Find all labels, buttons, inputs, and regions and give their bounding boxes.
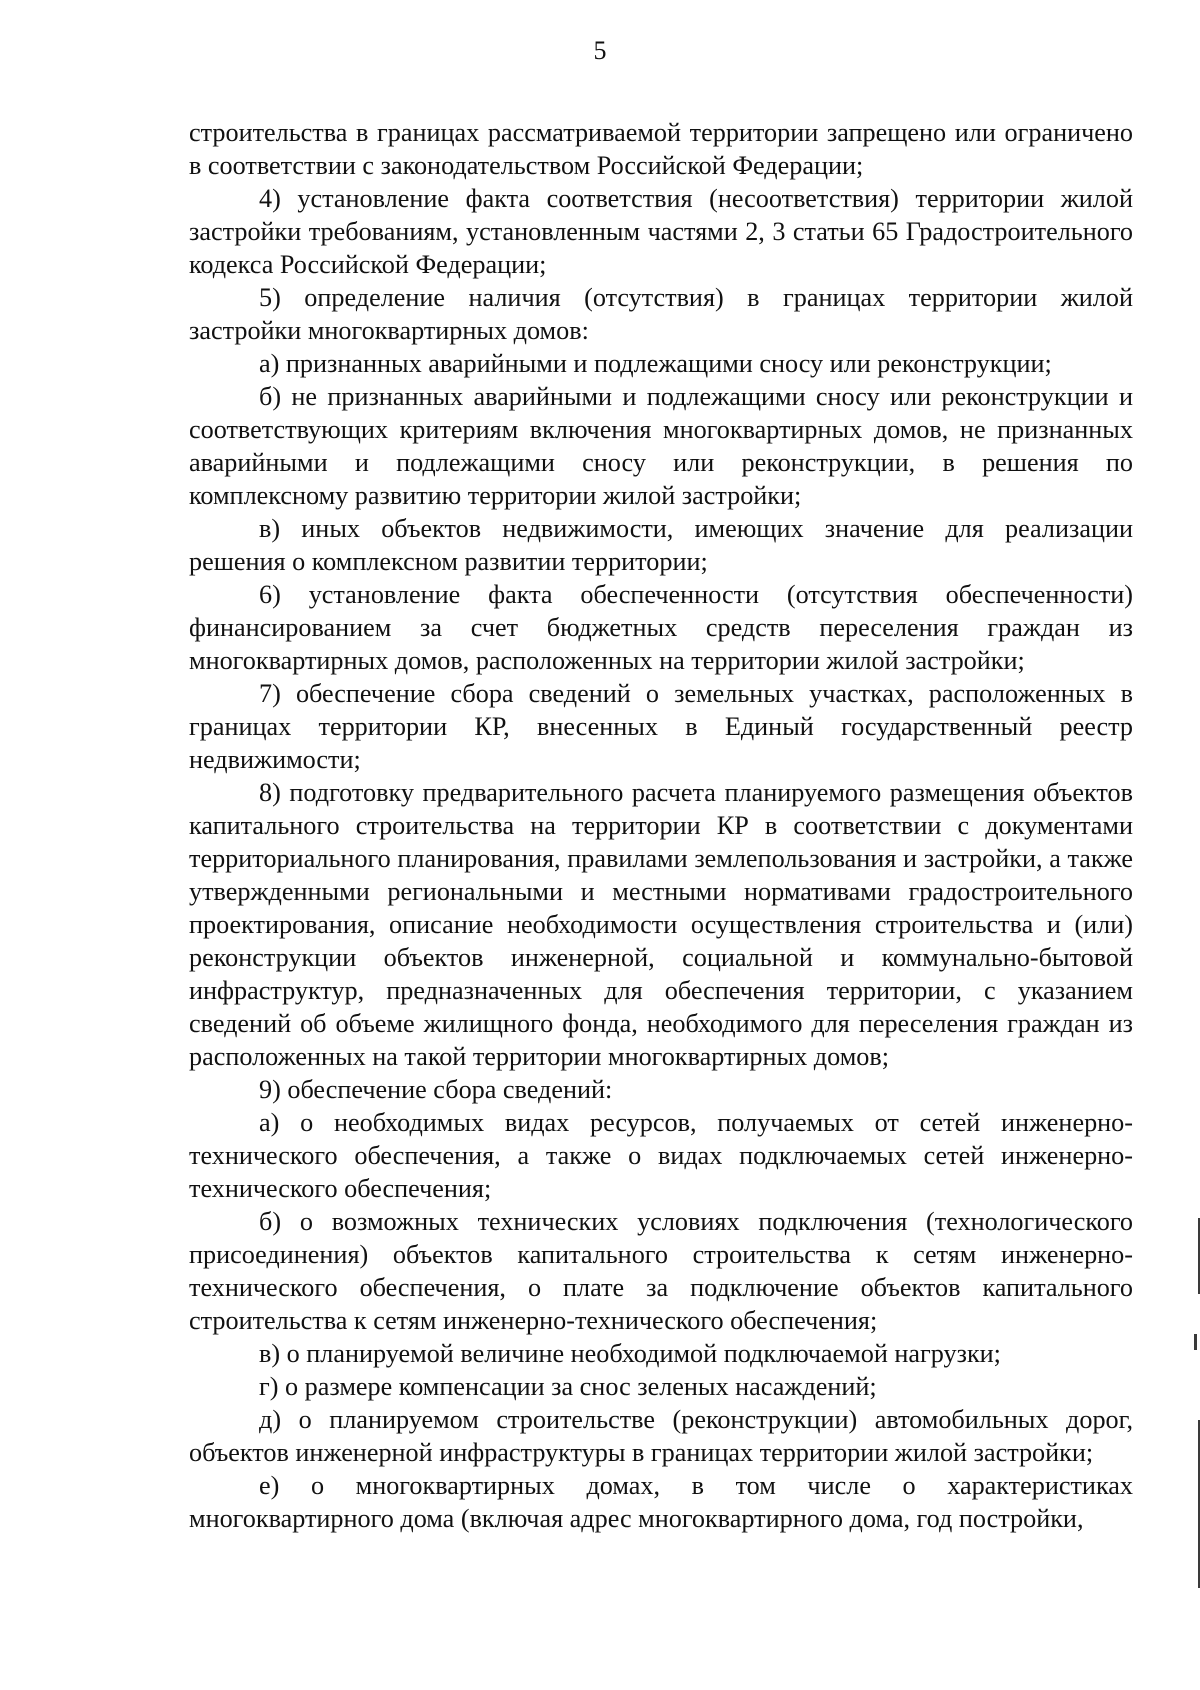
paragraph-item-7: 7) обеспечение сбора сведений о земельных участках, расположенных в границах территории КР, внесенных в Единый государственный реестр недвижимости;: [189, 679, 1133, 774]
page-number: 5: [593, 36, 607, 65]
paragraph-item-4: 4) установление факта соответствия (несоответствия) территории жилой застройки требованиям, установленным частями 2, 3 статьи 65 Градостроительного кодекса Российской Федерации;: [189, 184, 1133, 279]
paragraph-item-5a: а) признанных аварийными и подлежащими сносу или реконструкции;: [259, 349, 1052, 378]
paragraph-item-9e: е) о многоквартирных домах, в том числе о характеристиках многоквартирного дома (включая адрес многоквартирного дома, год постройки,: [189, 1471, 1133, 1533]
paragraph-item-9d: д) о планируемом строительстве (реконструкции) автомобильных дорог, объектов инженерной инфраструктуры в границах территории жилой застройки;: [189, 1405, 1133, 1467]
scan-edge-mark: [1194, 1334, 1197, 1350]
paragraph-item-9a: а) о необходимых видах ресурсов, получаемых от сетей инженерно-технического обеспечения, а также о видах подключаемых сетей инженерно-технического обеспечения;: [189, 1108, 1133, 1203]
paragraph-item-9v: в) о планируемой величине необходимой подключаемой нагрузки;: [259, 1339, 1001, 1368]
paragraph-item-6: 6) установление факта обеспеченности (отсутствия обеспеченности) финансированием за счет бюджетных средств переселения граждан из многоквартирных домов, расположенных на территории жилой застройки;: [189, 580, 1133, 675]
paragraph-item-9b: б) о возможных технических условиях подключения (технологического присоединения) объектов капитального строительства к сетям инженерно-технического обеспечения, о плате за подключение объектов капитального строительства к сетям инженерно-технического обеспечения;: [189, 1207, 1133, 1335]
paragraph-item-9g: г) о размере компенсации за снос зеленых насаждений;: [259, 1372, 877, 1401]
paragraph-item-5v: в) иных объектов недвижимости, имеющих значение для реализации решения о комплексном развитии территории;: [189, 514, 1133, 576]
document-body: [189, 116, 1133, 1535]
paragraph-item-5b: б) не признанных аварийными и подлежащими сносу или реконструкции и соответствующих критериям включения многоквартирных домов, не признанных аварийными и подлежащими сносу или реконструкции, в решения по комплексному развитию территории жилой застройки;: [189, 382, 1133, 510]
paragraph-item-8: 8) подготовку предварительного расчета планируемого размещения объектов капитального строительства на территории КР в соответствии с документами территориального планирования, правилами землепользования и застройки, а также утвержденными региональными и местными нормативами градостроительного проектирования, описание необходимости осуществления строительства и (или) реконструкции объектов инженерной, социальной и коммунально-бытовой инфраструктур, предназначенных для обеспечения территории, с указанием сведений об объеме жилищного фонда, необходимого для переселения граждан из расположенных на такой территории многоквартирных домов;: [189, 778, 1133, 1071]
paragraph-item-9: 9) обеспечение сбора сведений:: [259, 1075, 613, 1104]
paragraph-item-5: 5) определение наличия (отсутствия) в границах территории жилой застройки многоквартирных домов:: [189, 283, 1133, 345]
paragraph-continuation: строительства в границах рассматриваемой территории запрещено или ограничено в соответствии с законодательством Российской Федерации;: [189, 118, 1133, 180]
